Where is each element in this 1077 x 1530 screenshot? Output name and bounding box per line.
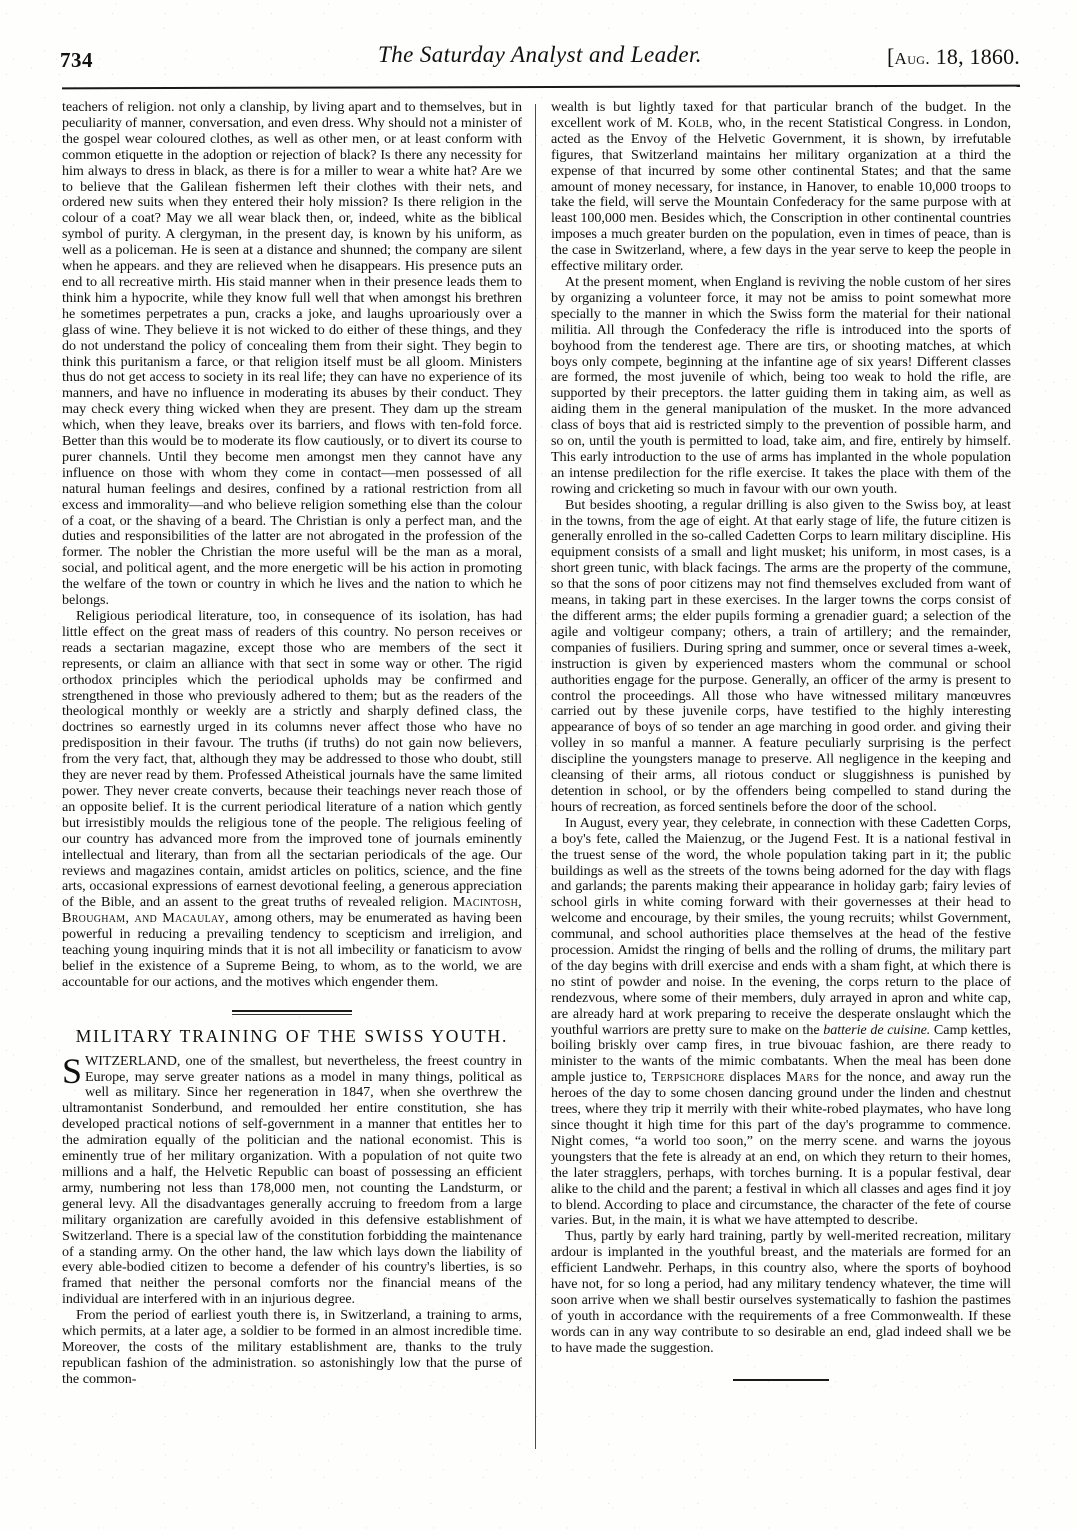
author-names-smallcaps: Macintosh, Brougham, and Macaulay, <box>62 894 522 927</box>
page-folio-number: 734 <box>60 48 93 72</box>
issue-date-rest: 18, 1860. <box>930 44 1020 69</box>
page-masthead <box>60 42 1020 78</box>
para-tail-text: who, in the recent Statistical Congress. in London, acted as the Envoy of the Helvetic Government, it is shown, by irrefutable figures, that Switzerland maintains her military organization at a third the expense of that incurred by some other continental States; and that the same amount of money necessary, for instance, in Hanover, to enable 10,000 troops to take the field, will serve the Mountain Confederacy for the same purpose with at least 100,000 men. Besides which, the Conscription in other continental countries imposes a much greater burden on the population, even in times of peace, than is the case in Switzerland, where, a few days in the year serve to keep the people in effective military order. <box>551 114 1011 275</box>
right-text-column <box>551 100 1011 1381</box>
article-end-rule <box>733 1379 829 1381</box>
masthead-divider-rule <box>62 85 1020 90</box>
paragraph-conclusion: Thus, partly by early hard training, partly by well-merited recreation, military ardour is implanted in the youthful breast, and the materials are formed for an efficient Landwehr. Perhaps, in this country also, where the sports of boyhood have not, for so long a period, had any military tendency whatever, the time will soon arrive when we shall bestir ourselves systematically to fashion the pastimes of youth in accordance with the requirements of a free Commonwealth. If these words can in any way contribute to so desirable an end, glad indeed shall we be to have made the suggestion. <box>551 1228 1011 1356</box>
person-name-kolb: Kolb, <box>677 114 713 131</box>
issue-date <box>887 44 1020 70</box>
article-paragraph-2: From the period of earliest youth there is, in Switzerland, a training to arms, which permits, at a later age, a soldier to be formed in an almost incredible time. Moreover, the costs of the military establishment are, thanks to the truly republican fashion of the administration. so astonishingly low that the purse of the common- <box>62 1307 522 1387</box>
paragraph-kolb-statistics <box>551 100 1011 275</box>
paragraph-volunteer-force: At the present moment, when England is reviving the noble custom of her sires by organizing a volunteer force, it may not be amiss to point somewhat more specially to the manner in which the Swiss form the material for their national militia. All through the Confederacy the rifle is introduced into the sports of boyhood from the tenderest age. There are tirs, or shooting matches, at which boys only compete, beginning at the infantine age of six years! Different classes are formed, the most juvenile of which, being too weak to hold the rifle, are supported by their preceptors. the latter guiding them in taking aim, as well as aiding them in the general manipulation of the musket. In the more advanced class of boys that aid is restricted simply to the prevention of possible harm, and so on, until the youth is permitted to load, take aim, and fire, entirely by himself. This early introduction to the use of arms has implanted in the whole population an intense predilection for the rifle exercise. It takes the place with them of the rowing and cricketing so much in favour with our own youth. <box>551 273 1011 497</box>
article-opening-paragraph <box>62 1050 522 1309</box>
article-section-heading: MILITARY TRAINING OF THE SWISS YOUTH. <box>75 1025 509 1046</box>
paragraph-maienzug-festival <box>551 816 1011 1230</box>
section-divider-rule <box>232 1010 352 1015</box>
person-name-mars: Mars <box>786 1069 820 1086</box>
para-segment-a: In August, every year, they celebrate, in connection with these Cadetten Corps, a boy's fete, called the Maienzug, or the Jugend Fest. It is a national festival in the truest sense of the word, the whole population taking part in it; the public buildings as well as the streets of the towns being adorned for the day with flags and garlands; the parents making their appearance in holiday garb; fairy levies of school girls in white coming forward with their governesses at their head to welcome and encourage, by their smiles, the young recruits; whilst Government, communal, and school authorities place themselves at the head of the festive procession. Amidst the ringing of bells and the rolling of drums, the military part of the day begins with drill exercise and ends with a sham fight, at which there is no stint of powder and noise. In the evening, the corps return to the place of rendezvous, where some of their members, duly arrayed in apron and white cap, are already hard at work preparing to receive the desperate onslaught which the youthful warriors are pretty sure to make on the <box>551 814 1011 1038</box>
article-opening-text: WITZERLAND, one of the smallest, but nevertheless, the freest country in Europe, may serve greater nations as a model in many things, political as well as military. Since her regeneration in 1847, when she overthrew the ultramontanist Sonderbund, and remoulded her entire constitution, she has developed practical notions of self-government in a manner that entitles her to the admiration equally of the politician and the national economist. This is eminently true of her military organization. With a population of not quite two millions and a half, the Helvetic Republic can boast of possessing an efficient army, numbering not less than 178,000 men, not counting the Landsturm, or general levy. All the disadvantages generally accruing to freedom from a large military organization are carefully avoided in this defensive establishment of Switzerland. There is a special law of the constitution forbidding the maintenance of a standing army. On the other hand, the law which lays down the liability of every able-bodied citizen to become a defender of his country's liberties, is so framed that neither the personal comforts nor the financial means of the individual are interfered with in an injurious degree. <box>62 1052 522 1308</box>
para-tail-text: among others, may be enumerated as having been powerful in reducing a prevailing tendency to scepticism and irreligion, and teaching young inquiring minds that it is not all imbecility or fanaticism to avow belief in the existence of a Supreme Being, to whom, as to the world, we are accountable for our actions, and the motives which engender them. <box>62 910 522 990</box>
french-phrase-italic: batterie de cuisine. <box>823 1021 931 1038</box>
column-separator-rule <box>535 104 536 1449</box>
para-lead-text: wealth is but lightly taxed for that particular branch of the budget. In the excellent work of M. <box>551 99 1011 131</box>
paragraph-religious-periodicals <box>62 609 522 991</box>
issue-date-month: Aug. <box>894 49 930 68</box>
para-segment-b: Camp kettles, boiling briskly over camp fires, in true bivouac fashion, are there ready to minister to the wants of the mimic combatants. When the meal has been done ample justice to, <box>551 1021 1011 1086</box>
issue-date-bracket: [ <box>887 44 895 69</box>
para-segment-c: displaces <box>724 1069 787 1086</box>
para-segment-d: for the nonce, and away run the heroes of the day to some chosen dancing ground under the linden and chestnut trees, where they trip it merrily with their white-robed playmates, who have long since thought it high time for this part of the day's programme to commence. Night comes, “a world too soon,” on the merry scene. and warns the joyous youngsters that the fete is already at an end, on which they return to their homes, the later stragglers, perhaps, with torches burning. It is a popular festival, dear alike to the child and the parent; a festival in which all classes and ages find it joy to blend. According to place and circumstance, the character of the fete of course varies. But, in the main, it is what we have attempted to describe. <box>551 1069 1011 1229</box>
journal-title: The Saturday Analyst and Leader. <box>378 42 702 67</box>
paragraph-continuation: teachers of religion. not only a clanship, by living apart and to themselves, but in peculiarity of manner, conversation, and even dress. Why should not a minister of the gospel wear coloured clothes, as well as other men, or at least conform with common etiquette in the adoption or rejection of black? Is there any necessity for him always to dress in black, as there is for a miller to wear a white hat? Are we to believe that the Galilean fishermen left their clothes with their nets, and ordered new suits when they entered their holy mission? Is there religion in the colour of a coat? May we all wear black then, or, indeed, white as the biblical symbol of purity. A clergyman, in the present day, is known by his uniform, as well as a policeman. He is seen at a distance and shunned; the company are silent when he appears. and they are relieved when he disappears. His presence puts an end to all recreative mirth. His staid manner when in their presence leads them to think him a hypocrite, while they know full well that when amongst his brethren he sometimes perpetrates a pun, cracks a joke, and laughs uproariously over a glass of wine. They believe it is not wicked to do either of these things, and they do not understand the policy of concealing them from their sight. They begin to think this puritanism a farce, or that religion itself must be all gloom. Ministers thus do not get access to society in its real life; they can have no experience of its manners, and have no influence in moderating its abuses by their conduct. They may check every thing wicked when they are present. They dam up the stream which, when they leave, breaks over its barriers, and flows with ten-fold force. Better than this would be to moderate its flow cautiously, or to divert its course to purer channels. Until they become men amongst men they cannot have any influence on those with whom they come in contact—men possessed of all natural human feelings and desires, confined by a rational restriction from all excess and immorality—and who believe religion something else than the colour of a coat, or the shaving of a beard. The Christian is only a perfect man, and the duties and responsibilities of the latter are not abrogated in the profession of the former. The nobler the Christian the more useful will be the man as a moral, social, and political agent, and the more energetic will be his action in promoting the welfare of the town or country in which he lives and the nation to which he belongs. <box>62 99 522 609</box>
para-lead-text: Religious periodical literature, too, in consequence of its isolation, has had little effect on the great mass of readers of this country. No person receives or reads a sectarian magazine, except those who are members of the sect it represents, or claim an alliance with that sect in some way or other. The rigid orthodox principles which the periodical upholds may be confirmed and strengthened in those who previously adhered to them; but as the readers of the theological monthly or weekly are a strictly and sharply defined class, the doctrines so earnestly urged in its columns never affect those who have no predisposition in their favour. The truths (if truths) do not gain now believers, from the very fact, that, although they may be addressed to those who doubt, still they are never read by them. Professed Atheistical journals have the same limited power. They never create converts, because their teachings never reach those of an opposite belief. It is the current periodical literature of a nation which gently but irresistibly moulds the religious tone of the people. The religious feeling of our country has advanced more from the improved tone of journals eminently intellectual and literary, than from all the sectarian periodicals of the age. Our reviews and magazines contain, amidst articles on politics, science, and the fine arts, occasional expressions of earnest devotional feeling, a generous appreciation of the Bible, and an assent to the great truths of revealed religion. <box>62 608 522 911</box>
paragraph-cadetten-corps: But besides shooting, a regular drilling is also given to the Swiss boy, at least in the towns, from the age of eight. At that early stage of life, the future citizen is generally enrolled in the so-called Cadetten Corps to learn military discipline. His equipment consists of a small and light musket; his uniform, in most cases, is a short green tunic, with black facings. The arms are the property of the commune, so that the sons of poor citizens may not find themselves excluded from want of means, in taking part in these exercises. In the larger towns the corps consist of the different arms; the elder pupils forming a grenadier guard; a selection of the agile and voltigeur company; others, a train of artillery; and the remainder, companies of fusiliers. During spring and summer, once or several times a-week, instruction is given by experienced masters whom the communal or school authorities engage for the purpose. Generally, an officer of the army is present to control the proceedings. All those who have witnessed military manœuvres carried out by these juvenile corps, have testified to the highly interesting appearance of boys of so tender an age marching in good order. and giving their volley in so manful a manner. A feature peculiarly surprising is the perfect discipline the youngsters manage to preserve. All negligence in the keeping and cleansing of their arms, all riotous conduct or sluggishness is punished by detention in school, or by the offenders being compelled to stand during the hours of recreation, as forced sentinels before the door of the school. <box>551 496 1011 815</box>
drop-cap-letter: S <box>62 1050 82 1091</box>
left-text-column <box>62 100 522 1388</box>
person-name-terpsichore: Terpsichore <box>651 1069 725 1086</box>
